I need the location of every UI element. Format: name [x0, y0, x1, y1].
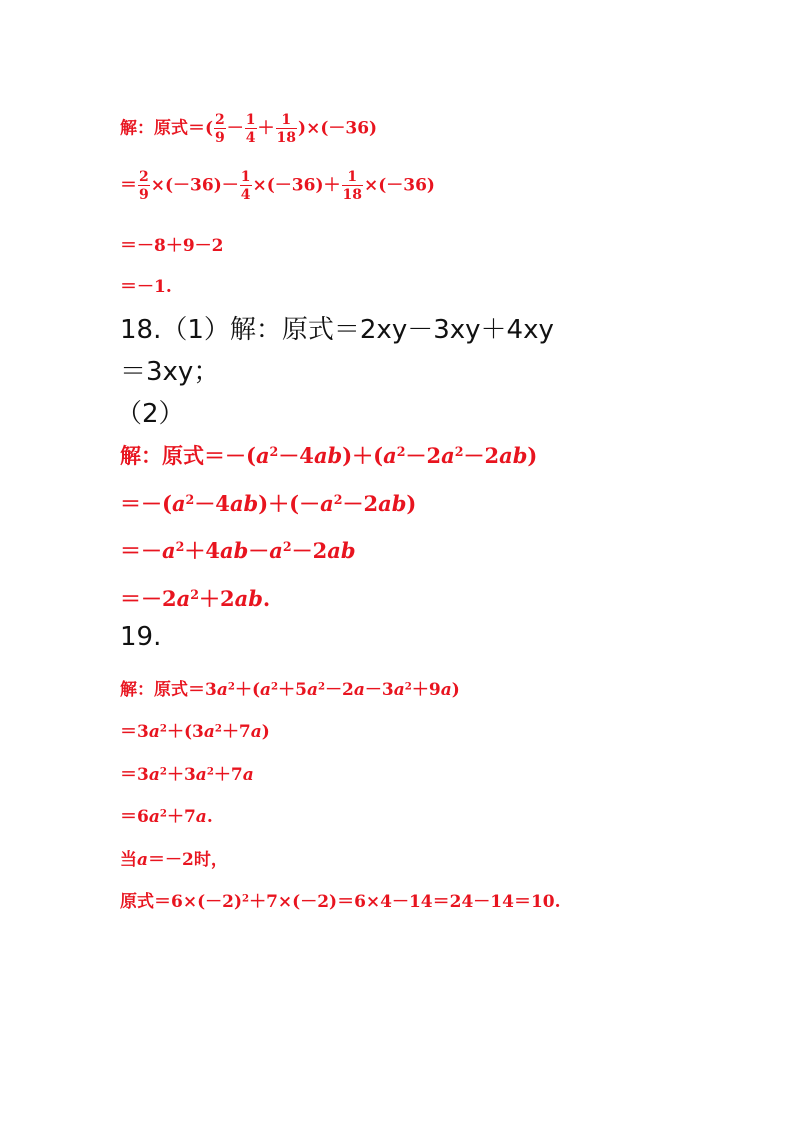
fraction — [276, 113, 297, 145]
variable: a — [216, 680, 228, 700]
text: －2 — [342, 491, 379, 516]
variable: a — [393, 680, 405, 700]
text: － — [226, 118, 244, 139]
text: )＋(－ — [258, 491, 321, 516]
variable: a — [195, 765, 207, 785]
text: －4 — [194, 491, 230, 516]
variable: a — [203, 722, 215, 742]
text: ＝－2时， — [148, 850, 228, 870]
variable: a — [269, 538, 283, 563]
p19-number: 19. — [120, 622, 162, 652]
text: ＝6 — [120, 807, 149, 827]
text: )＋( — [342, 443, 384, 468]
exponent: 2 — [159, 807, 167, 820]
variable: a — [176, 586, 191, 611]
exponent: 2 — [190, 587, 199, 603]
text: ) — [451, 680, 460, 700]
variable: a — [306, 680, 318, 700]
exponent: 2 — [404, 680, 412, 693]
variable: a — [250, 722, 262, 742]
variable: ab — [234, 586, 263, 611]
numerator: 1 — [276, 113, 297, 129]
text: －2 — [463, 443, 500, 468]
variable: ab — [229, 491, 259, 516]
variable: a — [440, 680, 452, 700]
text: ＋4 — [184, 538, 220, 563]
text: ×(－36)＋ — [252, 175, 341, 196]
exponent: 2 — [175, 539, 185, 555]
exponent: 2 — [159, 722, 167, 735]
text: －3 — [364, 680, 394, 700]
exponent: 2 — [271, 680, 279, 693]
variable: a — [171, 491, 186, 516]
p17-line-4: ＝－1. — [120, 277, 172, 297]
text: ×(－36)－ — [150, 175, 239, 196]
text: ) — [527, 443, 538, 468]
p19-line-2 — [120, 717, 270, 742]
text: ＋7 — [166, 807, 196, 827]
text: . — [206, 807, 213, 827]
p18-answer-1: ＝3xy； — [120, 357, 220, 387]
p17-line-2 — [120, 170, 435, 202]
variable: a — [137, 850, 149, 870]
denominator: 18 — [342, 187, 362, 203]
variable: a — [353, 680, 365, 700]
exponent: 2 — [206, 765, 214, 778]
denominator: 4 — [245, 130, 256, 146]
denominator: 18 — [276, 130, 297, 146]
p19-line-4 — [120, 802, 213, 827]
exponent: 2 — [396, 444, 406, 460]
text: － — [248, 538, 270, 563]
p17-line-3: ＝－8＋9－2 — [120, 236, 224, 256]
exponent: 2 — [185, 492, 195, 508]
text: 当 — [120, 850, 137, 870]
fraction — [138, 170, 150, 202]
exponent: 2 — [282, 539, 292, 555]
variable: ab — [220, 538, 249, 563]
text: －2 — [325, 680, 354, 700]
text: ＋7 — [221, 722, 251, 742]
text: ＋7 — [213, 765, 243, 785]
denominator: 9 — [215, 130, 225, 146]
numerator: 1 — [245, 112, 256, 128]
p19-line-6 — [120, 887, 561, 912]
text: ×(－36) — [363, 175, 435, 196]
variable: a — [441, 443, 455, 468]
fraction — [240, 170, 252, 202]
fraction — [214, 113, 226, 145]
numerator: 1 — [342, 170, 363, 186]
variable: ab — [327, 538, 356, 563]
exponent: 2 — [333, 492, 343, 508]
text: ＋2 — [199, 586, 235, 611]
exponent: 2 — [159, 765, 167, 778]
p19-line-3 — [120, 760, 254, 785]
p18-question-2: （2） — [116, 399, 185, 429]
text: ＝3 — [120, 765, 149, 785]
p18-line-1 — [120, 440, 537, 470]
variable: a — [195, 807, 207, 827]
numerator: 2 — [215, 112, 225, 128]
numerator: 1 — [240, 169, 251, 185]
denominator: 9 — [139, 187, 149, 203]
text: ＝－ — [120, 538, 162, 563]
text: 解：原式＝－( — [120, 443, 256, 468]
fraction — [342, 170, 363, 202]
text: . — [262, 586, 271, 611]
text: ) — [261, 722, 270, 742]
variable: a — [260, 680, 272, 700]
exponent: 2 — [214, 722, 222, 735]
variable: a — [148, 765, 160, 785]
variable: a — [242, 765, 254, 785]
text: －4 — [278, 443, 314, 468]
text: －2 — [405, 443, 442, 468]
text: ＝－2 — [120, 586, 177, 611]
numerator: 2 — [139, 169, 149, 185]
p17-line-1 — [120, 113, 377, 145]
exponent: 2 — [269, 444, 279, 460]
denominator: 4 — [240, 187, 251, 203]
text: 解：原式＝3 — [120, 680, 217, 700]
text: ＋9 — [411, 680, 441, 700]
variable: ab — [378, 491, 407, 516]
p18-question-1: 18.（1）解：原式＝2xy－3xy＋4xy — [120, 315, 554, 345]
exponent: 2 — [227, 680, 235, 693]
text: )×(－36) — [298, 118, 378, 139]
text: ＋5 — [278, 680, 307, 700]
p18-line-4 — [120, 583, 270, 613]
p19-line-5 — [120, 845, 228, 870]
p18-line-2 — [120, 488, 416, 518]
variable: ab — [499, 443, 528, 468]
text: ＝3 — [120, 722, 149, 742]
text: 原式＝6×(－2) — [120, 892, 242, 912]
text: ＝ — [120, 175, 137, 196]
variable: a — [148, 807, 160, 827]
exponent: 2 — [454, 444, 464, 460]
text: ＋( — [234, 680, 260, 700]
text: ＋7×(－2)＝6×4－14＝24－14＝10. — [249, 892, 561, 912]
text: ＋ — [257, 118, 275, 139]
text: ) — [406, 491, 417, 516]
text: ＝－( — [120, 491, 172, 516]
variable: a — [162, 538, 176, 563]
variable: a — [320, 491, 334, 516]
variable: a — [148, 722, 160, 742]
p19-line-1 — [120, 675, 460, 700]
text: ＋(3 — [166, 722, 204, 742]
p18-line-3 — [120, 535, 356, 565]
variable: a — [383, 443, 397, 468]
exponent: 2 — [317, 680, 326, 693]
fraction — [245, 113, 257, 145]
variable: ab — [313, 443, 343, 468]
exponent: 2 — [242, 892, 250, 905]
text: 解：原式＝( — [120, 118, 214, 139]
variable: a — [255, 443, 270, 468]
text: －2 — [291, 538, 328, 563]
text: ＋3 — [166, 765, 196, 785]
